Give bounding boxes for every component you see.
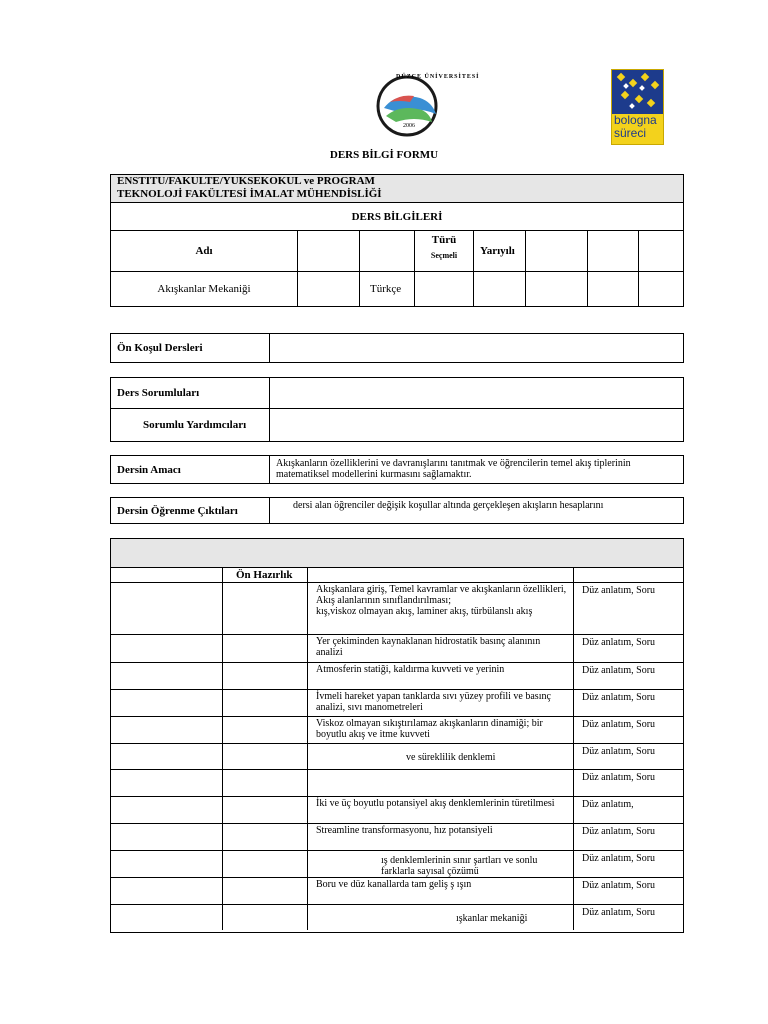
col-header-name: Adı bbox=[111, 231, 298, 272]
schedule-method-text: Düz anlatım, Soru bbox=[582, 719, 656, 730]
program-line-2: TEKNOLOJİ FAKÜLTESİ İMALAT MÜHENDİSLİĞİ bbox=[117, 188, 382, 200]
topic-col-header bbox=[308, 568, 574, 583]
schedule-topic-text: ışkanlar mekaniği bbox=[456, 912, 528, 924]
outcomes-label: Dersin Öğrenme Çıktıları bbox=[111, 498, 270, 523]
value-blank-3 bbox=[474, 272, 526, 306]
responsibles-value bbox=[270, 378, 683, 409]
schedule-method-cell bbox=[574, 690, 683, 717]
schedule-topic-cell bbox=[308, 717, 574, 744]
responsibles-label: Ders Sorumluları bbox=[111, 378, 270, 409]
method-col-header bbox=[574, 568, 683, 583]
outcomes-text: dersi alan öğrenciler değişik koşullar altında gerçekleşen akışların hesaplarını bbox=[293, 500, 604, 511]
schedule-method-cell bbox=[574, 744, 683, 770]
schedule-method-text: Düz anlatım, Soru bbox=[582, 665, 656, 676]
schedule-week-cell bbox=[111, 635, 223, 663]
schedule-topic-text: ve süreklilik denklemi bbox=[406, 751, 496, 763]
schedule-topic-cell bbox=[308, 635, 574, 663]
schedule-topic-cell bbox=[308, 878, 574, 905]
schedule-method-cell bbox=[574, 824, 683, 851]
prep-header: Ön Hazırlık bbox=[223, 568, 308, 583]
schedule-week-col-header bbox=[111, 568, 223, 583]
prereq-label: Ön Koşul Dersleri bbox=[111, 334, 270, 362]
schedule-prep-cell bbox=[223, 635, 308, 663]
schedule-topic-text: İki ve üç boyutlu potansiyel akış denklemlerinin türetilmesi bbox=[316, 798, 555, 809]
schedule-prep-cell bbox=[223, 744, 308, 770]
schedule-topic-text: Yer çekiminden kaynaklanan hidrostatik basınç alanının analizi bbox=[316, 636, 541, 658]
schedule-topic-cell bbox=[308, 770, 574, 797]
schedule-prep-cell bbox=[223, 663, 308, 690]
col-header-blank-3 bbox=[526, 231, 588, 272]
course-info-heading: DERS BİLGİLERİ bbox=[111, 203, 683, 231]
schedule-method-cell bbox=[574, 797, 683, 824]
bologna-text-2: süreci bbox=[614, 126, 647, 140]
col-header-blank-5 bbox=[639, 231, 683, 272]
prereq-table bbox=[110, 333, 684, 363]
schedule-header-band bbox=[111, 539, 683, 568]
schedule-method-text: Düz anlatım, Soru bbox=[582, 772, 656, 783]
col-header-blank-4 bbox=[588, 231, 639, 272]
schedule-method-cell bbox=[574, 663, 683, 690]
bologna-text-1: bologna bbox=[614, 113, 657, 127]
bologna-logo bbox=[611, 69, 664, 145]
schedule-week-cell bbox=[111, 770, 223, 797]
schedule-method-text: Düz anlatım, Soru bbox=[582, 880, 656, 891]
aim-table bbox=[110, 455, 684, 484]
schedule-prep-cell bbox=[223, 878, 308, 905]
schedule-topic-text: ış denklemlerinin sınır şartları ve sonlu farklarla sayısal çözümü bbox=[381, 855, 538, 877]
schedule-topic-cell bbox=[308, 824, 574, 851]
schedule-method-cell bbox=[574, 717, 683, 744]
schedule-prep-cell bbox=[223, 824, 308, 851]
schedule-week-cell bbox=[111, 717, 223, 744]
schedule-prep-cell bbox=[223, 905, 308, 930]
schedule-method-text: Düz anlatım, Soru bbox=[582, 637, 656, 648]
schedule-topic-text: Boru ve düz kanallarda tam geliş ş ışın bbox=[316, 879, 472, 890]
schedule-method-cell bbox=[574, 583, 683, 635]
schedule-topic-text: Streamline transformasyonu, hız potansiyeli bbox=[316, 825, 493, 836]
schedule-topic-cell bbox=[308, 797, 574, 824]
program-header bbox=[111, 175, 683, 203]
col-header-blank-1 bbox=[298, 231, 360, 272]
aim-label: Dersin Amacı bbox=[111, 456, 270, 483]
schedule-prep-cell bbox=[223, 583, 308, 635]
col-header-blank-2 bbox=[360, 231, 415, 272]
schedule-topic-cell bbox=[308, 583, 574, 635]
schedule-method-text: Düz anlatım, bbox=[582, 799, 634, 810]
schedule-week-cell bbox=[111, 905, 223, 930]
schedule-topic-cell bbox=[308, 744, 574, 770]
schedule-topic-cell bbox=[308, 905, 574, 930]
value-blank-6 bbox=[639, 272, 683, 306]
col-header-type bbox=[415, 231, 474, 272]
col-header-type-label: Türü bbox=[431, 234, 457, 246]
assistants-label: Sorumlu Yardımcıları bbox=[111, 409, 270, 441]
schedule-method-text: Düz anlatım, Soru bbox=[582, 907, 656, 918]
schedule-prep-cell bbox=[223, 797, 308, 824]
value-blank-5 bbox=[588, 272, 639, 306]
schedule-topic-cell bbox=[308, 690, 574, 717]
university-name: DÜZCE ÜNİVERSİTESİ bbox=[396, 74, 480, 80]
schedule-week-cell bbox=[111, 663, 223, 690]
schedule-method-text: Düz anlatım, Soru bbox=[582, 692, 656, 703]
schedule-method-text: Düz anlatım, Soru bbox=[582, 746, 656, 757]
responsibles-table bbox=[110, 377, 684, 442]
outcomes-table bbox=[110, 497, 684, 524]
schedule-method-text: Düz anlatım, Soru bbox=[582, 826, 656, 837]
schedule-week-cell bbox=[111, 878, 223, 905]
schedule-topic-cell bbox=[308, 663, 574, 690]
schedule-method-cell bbox=[574, 770, 683, 797]
schedule-prep-cell bbox=[223, 770, 308, 797]
col-header-semester: Yarıyılı bbox=[474, 231, 526, 272]
program-line-1: ENSTITU/FAKULTE/YUKSEKOKUL ve PROGRAM bbox=[117, 175, 375, 187]
course-language-value: Türkçe bbox=[360, 272, 415, 306]
schedule-topic-text: Viskoz olmayan sıkıştırılamaz akışkanların dinamiği; bir boyutlu akış ve itme kuvveti bbox=[316, 718, 543, 740]
form-title: DERS BİLGİ FORMU bbox=[329, 149, 439, 161]
schedule-method-text: Düz anlatım, Soru bbox=[582, 853, 656, 864]
schedule-week-cell bbox=[111, 824, 223, 851]
col-header-type-value: Seçmeli bbox=[430, 251, 458, 260]
value-blank-2 bbox=[415, 272, 474, 306]
schedule-prep-cell bbox=[223, 690, 308, 717]
schedule-week-cell bbox=[111, 690, 223, 717]
schedule-prep-cell bbox=[223, 851, 308, 878]
schedule-table bbox=[110, 538, 684, 933]
value-blank-1 bbox=[298, 272, 360, 306]
course-name-value: Akışkanlar Mekaniği bbox=[111, 272, 298, 306]
course-info-table bbox=[110, 174, 684, 307]
schedule-week-cell bbox=[111, 744, 223, 770]
schedule-method-cell bbox=[574, 851, 683, 878]
schedule-topic-text: Atmosferin statiği, kaldırma kuvveti ve yerinin bbox=[316, 664, 505, 675]
schedule-method-cell bbox=[574, 905, 683, 930]
schedule-week-cell bbox=[111, 797, 223, 824]
aim-text: Akışkanların özelliklerini ve davranışlarını tanıtmak ve öğrencilerin temel akış tiplerinin matematiksel modellerini kurmasını sağlamaktır. bbox=[276, 458, 631, 480]
schedule-topic-text: Akışkanlara giriş, Temel kavramlar ve akışkanların özellikleri, Akış alanlarının sınıflandırılması; kış,viskoz olmayan akış, laminer akış, türbülanslı akış bbox=[316, 584, 567, 617]
schedule-topic-cell bbox=[308, 851, 574, 878]
schedule-method-cell bbox=[574, 878, 683, 905]
value-blank-4 bbox=[526, 272, 588, 306]
schedule-topic-text: İvmeli hareket yapan tanklarda sıvı yüzey profili ve basınç analizi, sıvı manometreleri bbox=[316, 691, 551, 713]
schedule-week-cell bbox=[111, 851, 223, 878]
schedule-method-text: Düz anlatım, Soru bbox=[582, 585, 656, 596]
schedule-method-cell bbox=[574, 635, 683, 663]
schedule-week-cell bbox=[111, 583, 223, 635]
university-year: 2006 bbox=[403, 123, 415, 129]
schedule-prep-cell bbox=[223, 717, 308, 744]
